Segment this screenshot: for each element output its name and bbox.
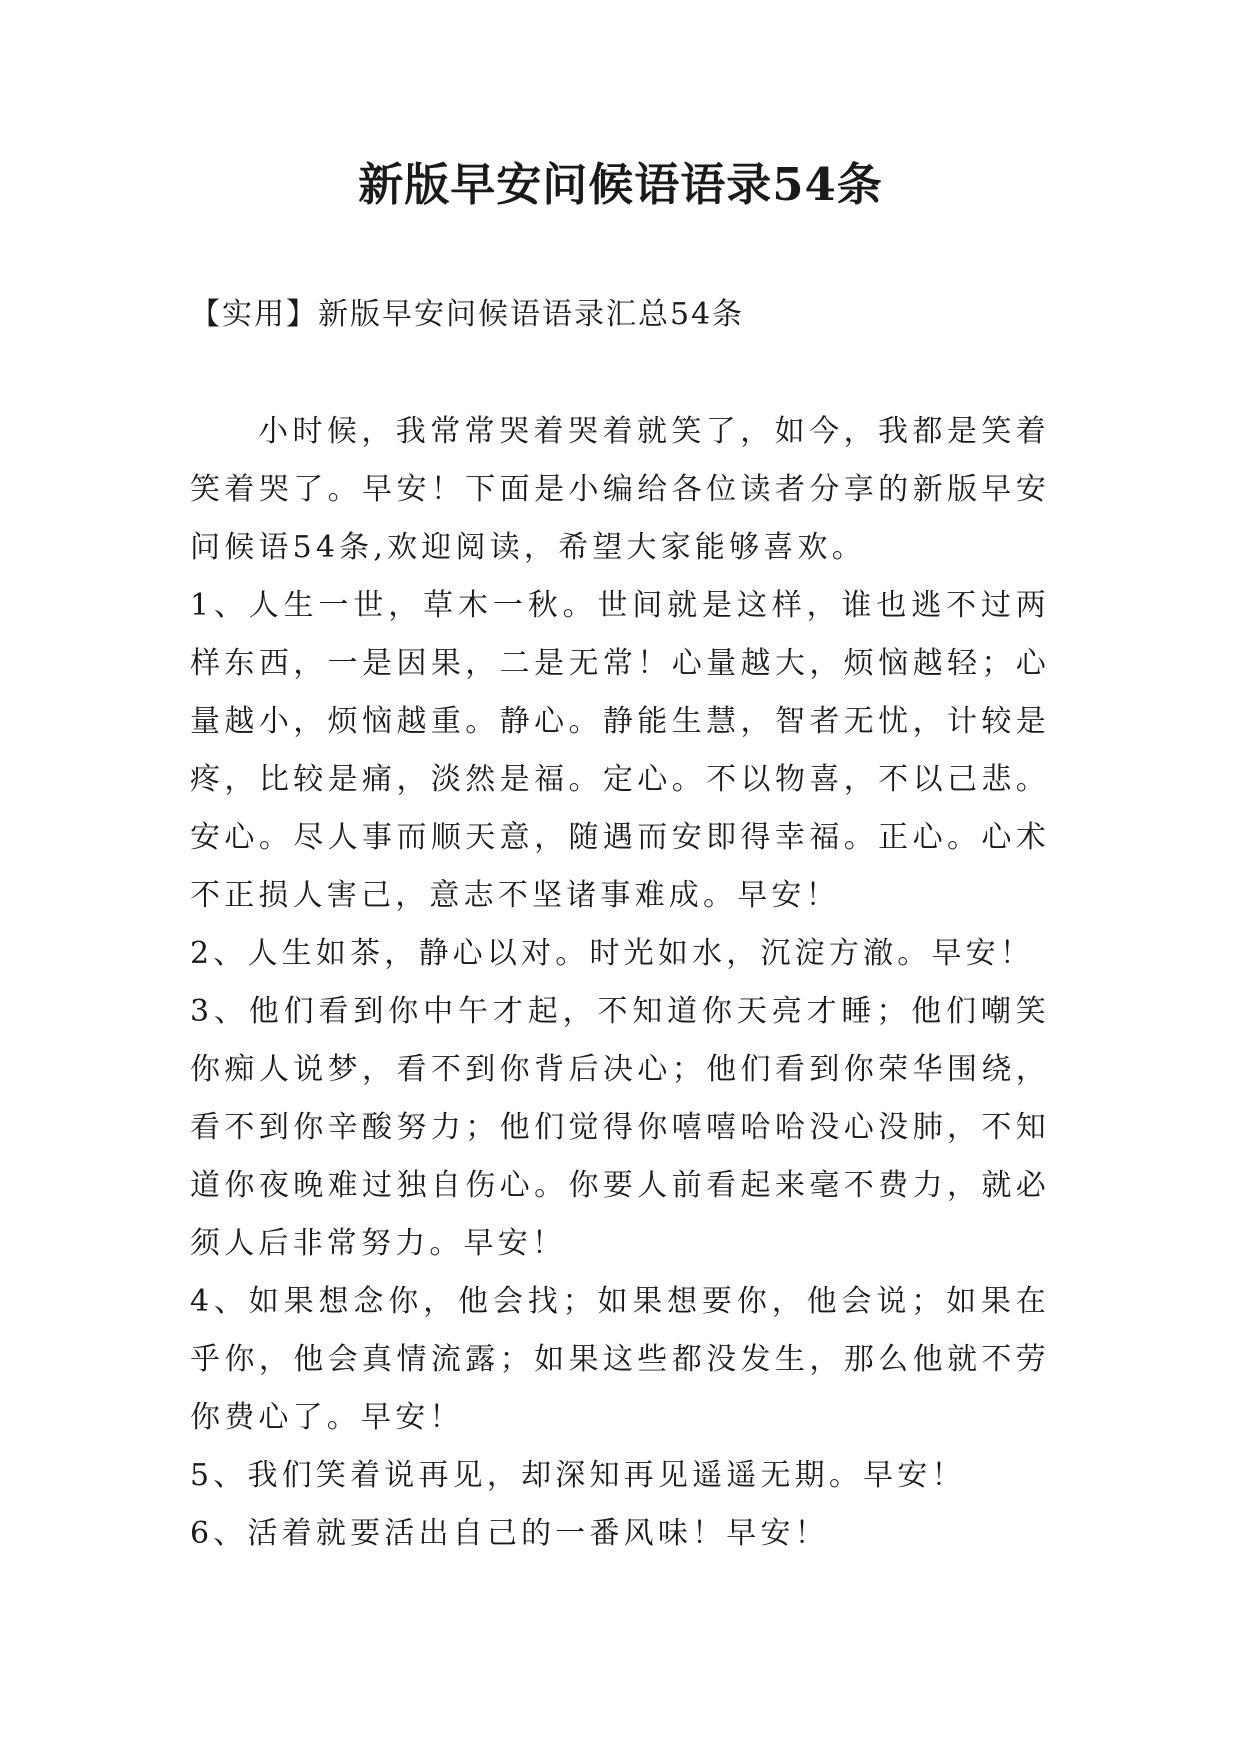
list-item: 6、活着就要活出自己的一番风味！早安！ [190,1516,829,1551]
list-item: 5、我们笑着说再见，却深知再见遥遥无期。早安！ [190,1458,966,1493]
document-subtitle: 【实用】新版早安问候语语录汇总54条 [190,297,745,332]
document-title: 新版早安问候语语录54条 [358,158,883,211]
list-item: 3、他们看到你中午才起，不知道你天亮才睡；他们嘲笑你痴人说梦，看不到你背后决心；他们看到你荣华围绕，看不到你辛酸努力；他们觉得你嘻嘻哈哈没心没肺，不知道你夜晚难过独自伤心。你要人前看起来毫不费力，就必须人后非常努力。早安！ [190,994,1050,1261]
list-item: 1、人生一世，草木一秋。世间就是这样，谁也逃不过两样东西，一是因果，二是无常！心量越大，烦恼越轻；心量越小，烦恼越重。静心。静能生慧，智者无忧，计较是疼，比较是痛，淡然是福。定心。不以物喜，不以己悲。安心。尽人事而顺天意，随遇而安即得幸福。正心。心术不正损人害己，意志不坚诸事难成。早安！ [190,588,1050,913]
list-item: 2、人生如茶，静心以对。时光如水，沉淀方澈。早安！ [190,936,1035,971]
document-body [190,403,1050,1563]
intro-paragraph: 小时候，我常常哭着哭着就笑了，如今，我都是笑着笑着哭了。早安！下面是小编给各位读者分享的新版早安问候语54条,欢迎阅读，希望大家能够喜欢。 [190,414,1050,565]
list-item: 4、如果想念你，他会找；如果想要你，他会说；如果在乎你，他会真情流露；如果这些都没发生，那么他就不劳你费心了。早安！ [190,1284,1050,1435]
